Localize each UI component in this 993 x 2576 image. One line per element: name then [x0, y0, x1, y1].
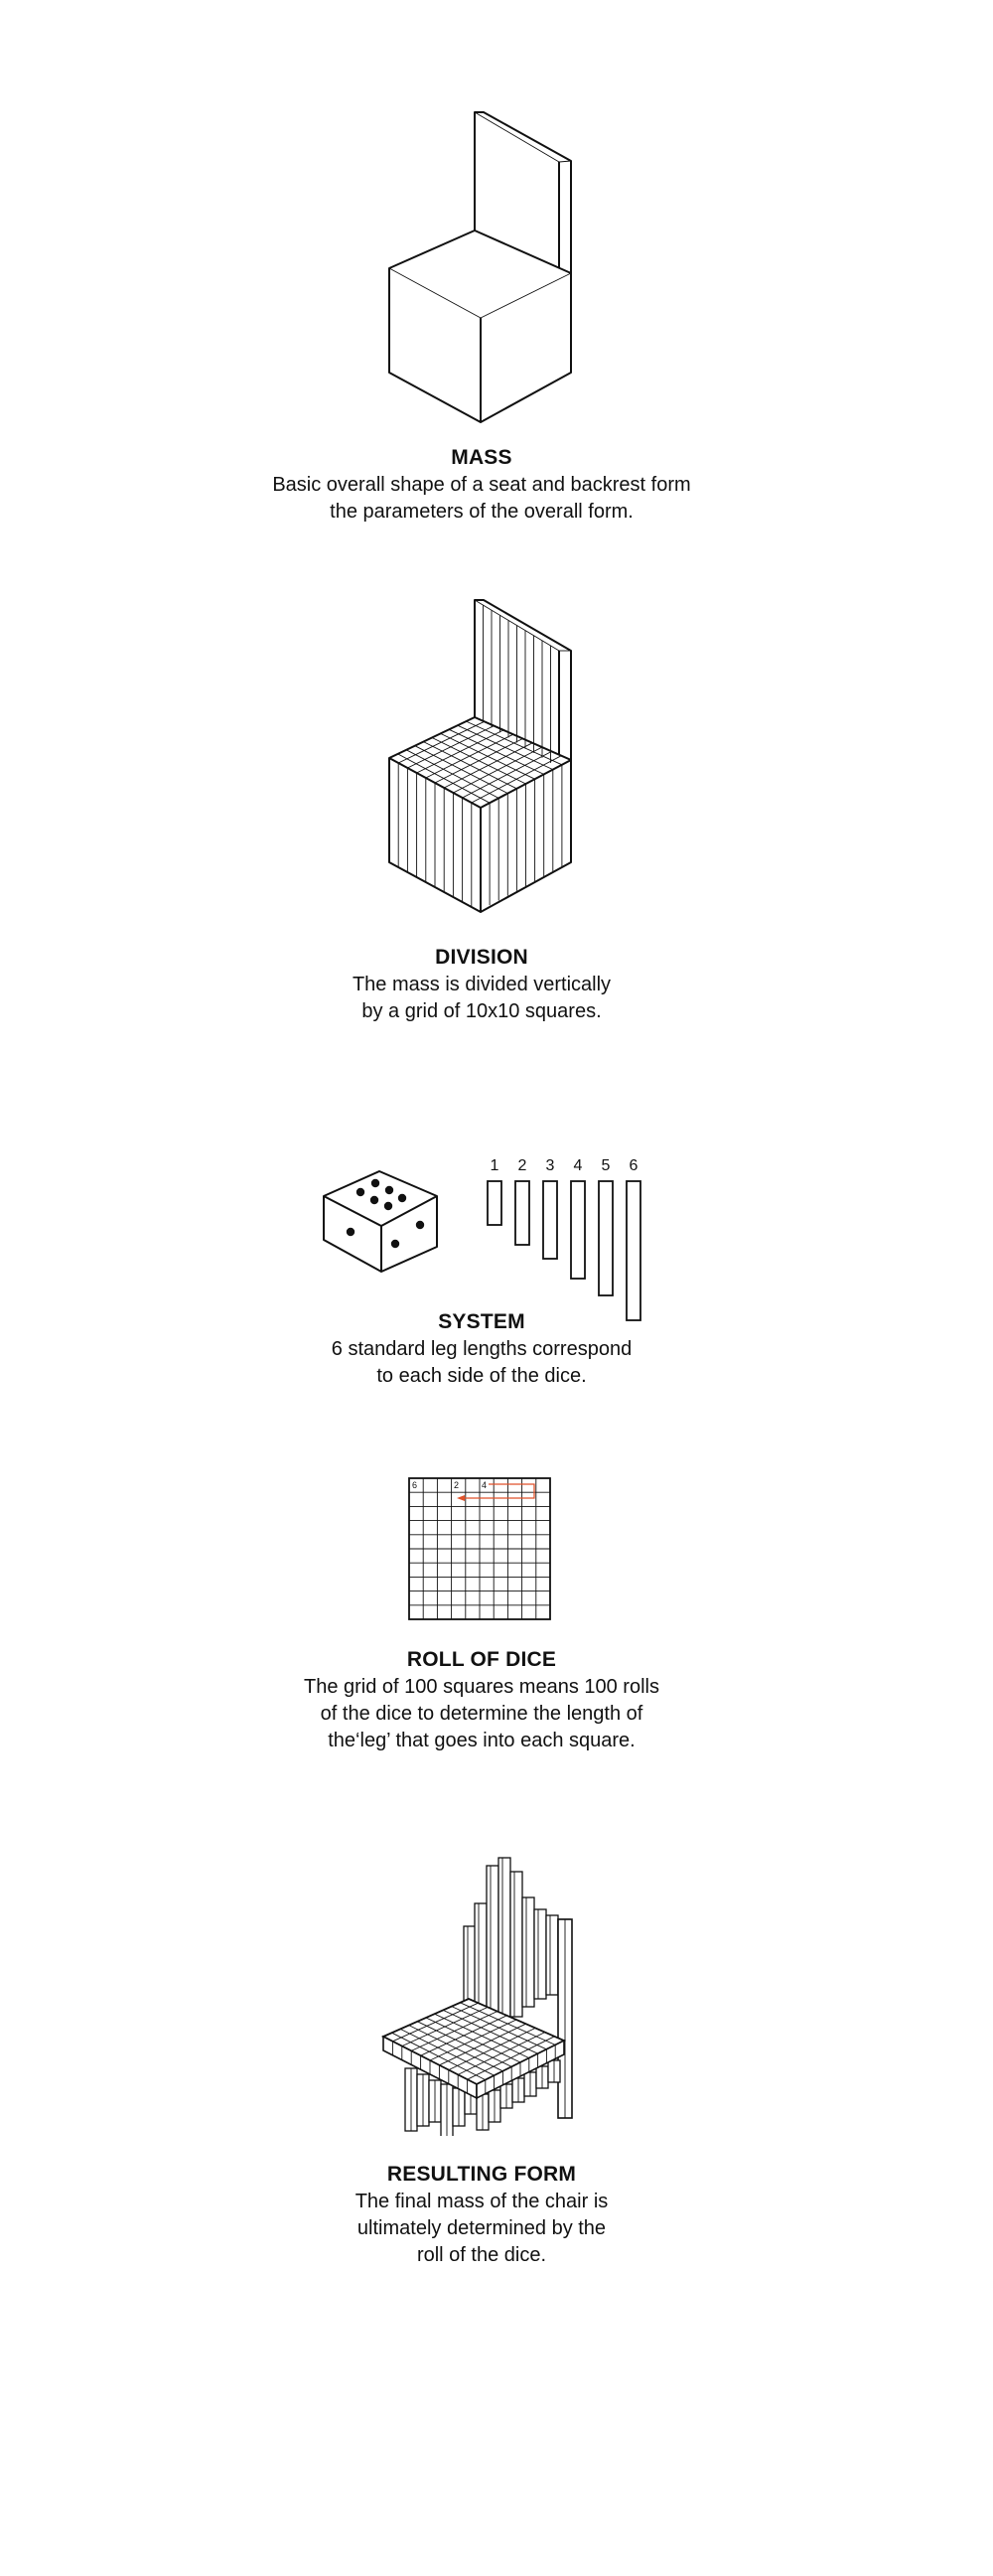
roll-grid-illustration — [0, 1450, 993, 1629]
result-figure — [0, 1828, 993, 2325]
leg-bar-4 — [571, 1181, 585, 1279]
mass-caption — [0, 444, 963, 526]
mass-line-2: the parameters of the overall form. — [330, 501, 634, 523]
system-figure — [0, 1073, 993, 1450]
leg-number-5: 5 — [601, 1157, 611, 1174]
division-line-1: The mass is divided vertically — [352, 974, 612, 995]
division-line-2: by a grid of 10x10 squares. — [361, 1000, 602, 1022]
leg-bar-5 — [599, 1181, 613, 1295]
roll-figure — [0, 1450, 993, 1828]
mass-figure — [0, 0, 993, 556]
leg-number-2: 2 — [517, 1157, 527, 1174]
resulting-chair-illustration — [0, 1828, 993, 2136]
result-line-1: The final mass of the chair is — [355, 2191, 609, 2212]
system-illustration — [0, 1073, 993, 1331]
mass-title: MASS — [451, 446, 512, 469]
grid-number-4: 4 — [482, 1480, 488, 1490]
system-title: SYSTEM — [438, 1310, 525, 1333]
result-line-3: roll of the dice. — [416, 2244, 547, 2266]
leg-bar-3 — [543, 1181, 557, 1259]
division-title: DIVISION — [435, 946, 528, 969]
leg-number-1: 1 — [490, 1157, 499, 1174]
roll-line-2: of the dice to determine the length of — [320, 1703, 643, 1725]
leg-number-3: 3 — [545, 1157, 555, 1174]
roll-line-3: the‘leg’ that goes into each square. — [328, 1730, 636, 1751]
division-caption — [0, 944, 963, 1025]
roll-line-1: The grid of 100 squares means 100 rolls — [304, 1676, 659, 1698]
leg-number-4: 4 — [573, 1157, 583, 1174]
result-title: RESULTING FORM — [386, 2163, 577, 2186]
division-figure — [0, 556, 993, 1053]
result-caption — [0, 2161, 963, 2269]
system-caption — [0, 1308, 963, 1390]
roll-caption — [0, 1646, 963, 1754]
grid-number-2: 2 — [454, 1480, 460, 1490]
division-chair-illustration — [0, 556, 993, 934]
system-line-2: to each side of the dice. — [376, 1365, 587, 1387]
leg-number-6: 6 — [629, 1157, 638, 1174]
system-line-1: 6 standard leg lengths correspond — [331, 1338, 633, 1360]
mass-chair-illustration — [0, 0, 993, 447]
result-line-2: ultimately determined by the — [356, 2217, 607, 2239]
leg-bar-6 — [627, 1181, 640, 1320]
roll-title: ROLL OF DICE — [406, 1648, 557, 1671]
mass-line-1: Basic overall shape of a seat and backrest form — [272, 474, 691, 496]
grid-number-6: 6 — [412, 1480, 418, 1490]
leg-bar-1 — [488, 1181, 501, 1225]
dice-icon — [324, 1171, 437, 1272]
leg-bar-2 — [515, 1181, 529, 1245]
